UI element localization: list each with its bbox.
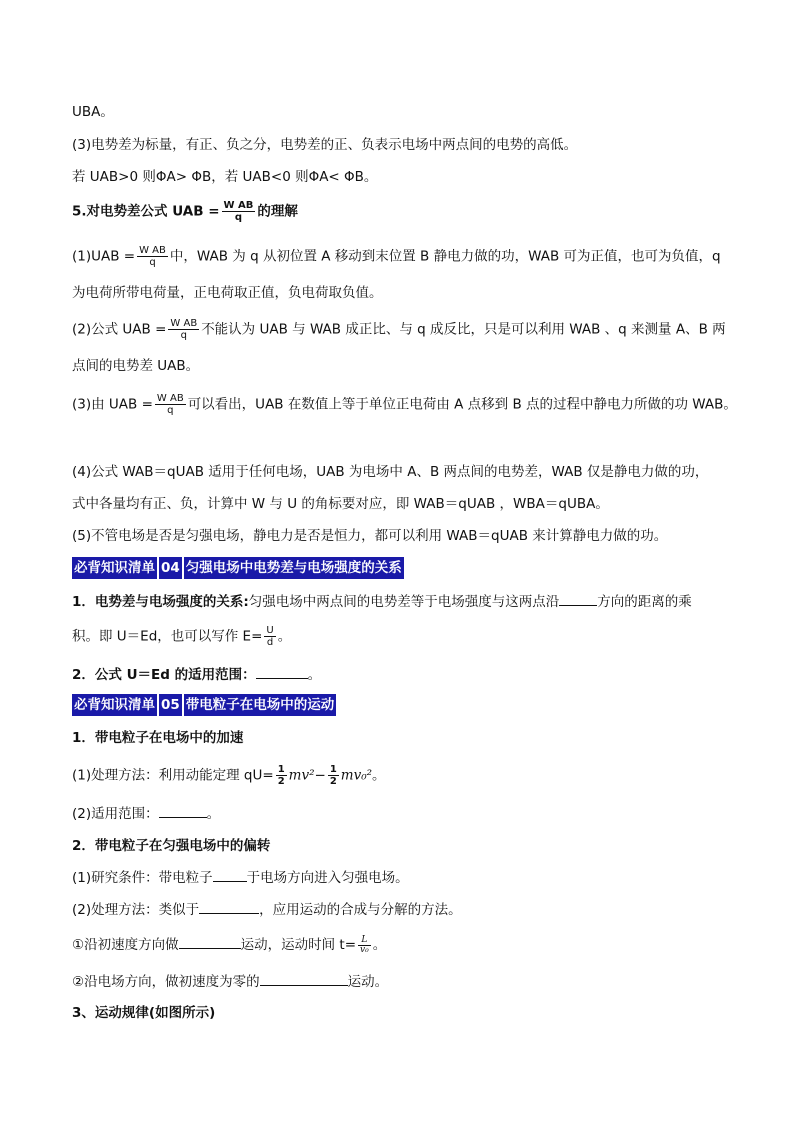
text: (4)公式 WAB＝qUAB 适用于任何电场，UAB 为电场中 A、B 两点间的电势差，WAB 仅是静电力做的功， bbox=[72, 464, 709, 480]
heading-number: 04 bbox=[159, 557, 182, 579]
section-5-title bbox=[72, 200, 298, 223]
text-line bbox=[72, 867, 409, 888]
text-line bbox=[72, 591, 692, 612]
section-heading-04 bbox=[72, 557, 404, 579]
fraction-denominator: 2 bbox=[277, 776, 285, 787]
text: 于电场方向进入匀强电场。 bbox=[246, 870, 409, 886]
text: ②沿电场方向，做初速度为零的 bbox=[72, 974, 260, 990]
fraction-numerator: 1 bbox=[277, 764, 285, 775]
text: 。 bbox=[372, 767, 386, 784]
text: 不能认为 UAB 与 WAB 成正比、与 q 成反比，只是可以利用 WAB 、q 来测量 A、B 两 bbox=[201, 321, 726, 338]
text: 2．公式 U＝Ed 的适用范围： bbox=[72, 667, 256, 683]
text: 可以看出，UAB 在数值上等于单位正电荷由 A 点移到 B 点的过程中静电力所做的功 WAB。 bbox=[187, 396, 737, 413]
section-heading-05 bbox=[72, 694, 336, 716]
text-line bbox=[72, 135, 577, 155]
fraction bbox=[264, 625, 275, 648]
text: 。 bbox=[372, 937, 387, 953]
fraction-denominator: q bbox=[180, 330, 187, 341]
text: (2)处理方法：类似于 bbox=[72, 902, 200, 918]
text: 若 UAB>0 则ΦA> ΦB，若 UAB<0 则ΦA< ΦB。 bbox=[72, 169, 378, 185]
text: 式中各量均有正、负，计算中 W 与 U 的角标要对应，即 WAB＝qUAB ，WBA＝qUBA。 bbox=[72, 496, 609, 512]
fraction-denominator: d bbox=[266, 637, 274, 648]
text: (1)研究条件：带电粒子 bbox=[72, 870, 213, 886]
text-line bbox=[72, 283, 383, 303]
text: (3)电势差为标量，有正、负之分，电势差的正、负表示电场中两点间的电势的高低。 bbox=[72, 137, 578, 153]
fraction-numerator: W AB bbox=[139, 245, 166, 256]
fill-blank bbox=[256, 664, 308, 679]
fraction-numerator: W AB bbox=[170, 318, 198, 329]
heading-title: 带电粒子在电场中的运动 bbox=[184, 694, 337, 716]
text: 。 bbox=[307, 667, 322, 683]
text: 中，WAB 为 q 从初位置 A 移动到末位置 B 静电力做的功，WAB 可为正值，也可为负值，q bbox=[169, 248, 721, 265]
fraction bbox=[137, 245, 168, 268]
text-line bbox=[72, 803, 220, 824]
math-term: mv² bbox=[288, 767, 315, 784]
fraction bbox=[276, 764, 287, 787]
text: 为电荷所带电荷量，正电荷取正值，负电荷取负值。 bbox=[72, 285, 383, 301]
text: (2)适用范围： bbox=[72, 806, 159, 822]
text: − bbox=[314, 767, 326, 784]
text: (2)公式 UAB = bbox=[72, 321, 167, 338]
fill-blank bbox=[260, 971, 348, 986]
text: 5.对电势差公式 UAB = bbox=[72, 203, 220, 220]
fill-blank bbox=[213, 867, 247, 882]
subsection-title bbox=[72, 1003, 215, 1023]
heading-tag: 必背知识清单 bbox=[72, 694, 157, 716]
subsection-title bbox=[72, 728, 243, 748]
text-line bbox=[72, 318, 726, 341]
fraction-numerator: U bbox=[266, 625, 274, 636]
text: 。 bbox=[277, 628, 292, 645]
text: ，应用运动的合成与分解的方法。 bbox=[259, 902, 462, 918]
text: 1．电势差与电场强度的关系: bbox=[72, 594, 249, 610]
text: (5)不管电场是否是匀强电场，静电力是否是恒力，都可以利用 WAB＝qUAB 来计算静电力做的功。 bbox=[72, 528, 668, 544]
text-line bbox=[72, 245, 721, 268]
fill-blank bbox=[159, 803, 207, 818]
text: 点间的电势差 UAB。 bbox=[72, 358, 200, 374]
heading-number: 05 bbox=[159, 694, 182, 716]
text-line bbox=[72, 664, 321, 685]
text-line bbox=[72, 625, 291, 648]
text: 1．带电粒子在电场中的加速 bbox=[72, 730, 244, 746]
text-line bbox=[72, 899, 462, 920]
fraction-denominator: q bbox=[234, 212, 243, 223]
text: 运动，运动时间 t= bbox=[240, 937, 357, 953]
text: 匀强电场中两点间的电势差等于电场强度与这两点沿 bbox=[248, 594, 560, 610]
fraction-numerator: 1 bbox=[329, 764, 337, 775]
text: 运动。 bbox=[347, 974, 389, 990]
text: (1)处理方法：利用动能定理 qU= bbox=[72, 767, 274, 784]
text-line bbox=[72, 971, 388, 992]
fraction-denominator: 2 bbox=[329, 776, 337, 787]
text-line bbox=[72, 764, 386, 787]
text: 3、运动规律(如图所示) bbox=[72, 1005, 216, 1021]
fraction bbox=[155, 393, 186, 416]
text: 方向的距离的乘 bbox=[597, 594, 692, 610]
fraction bbox=[358, 936, 371, 955]
text-line bbox=[72, 526, 667, 546]
text-line bbox=[72, 356, 199, 376]
subsection-title bbox=[72, 836, 270, 856]
fraction bbox=[222, 200, 256, 223]
fraction-numerator: L bbox=[358, 936, 371, 946]
fraction bbox=[168, 318, 199, 341]
fill-blank bbox=[199, 899, 259, 914]
text: 。 bbox=[206, 806, 221, 822]
text-line bbox=[72, 934, 386, 955]
heading-tag: 必背知识清单 bbox=[72, 557, 157, 579]
fraction-denominator: q bbox=[149, 257, 156, 268]
text-line bbox=[72, 102, 114, 122]
fraction-denominator: q bbox=[167, 405, 174, 416]
text: (3)由 UAB = bbox=[72, 396, 153, 413]
text-line bbox=[72, 494, 609, 514]
fraction-numerator: W AB bbox=[156, 393, 184, 404]
text: 2．带电粒子在匀强电场中的偏转 bbox=[72, 838, 271, 854]
fraction-denominator: v₀ bbox=[360, 944, 369, 955]
text: 的理解 bbox=[257, 203, 298, 220]
text: ①沿初速度方向做 bbox=[72, 937, 179, 953]
text: (1)UAB = bbox=[72, 248, 136, 265]
fraction-numerator: W AB bbox=[223, 200, 254, 211]
fraction bbox=[328, 764, 339, 787]
text-line bbox=[72, 167, 377, 187]
fill-blank bbox=[559, 591, 597, 606]
text: 积。即 U＝Ed，也可以写作 E= bbox=[72, 628, 263, 645]
text-line bbox=[72, 462, 708, 482]
text-line bbox=[72, 393, 737, 416]
text: UBA。 bbox=[72, 104, 114, 120]
fill-blank bbox=[179, 934, 241, 949]
heading-title: 匀强电场中电势差与电场强度的关系 bbox=[184, 557, 404, 579]
math-term: mv₀² bbox=[340, 767, 373, 784]
